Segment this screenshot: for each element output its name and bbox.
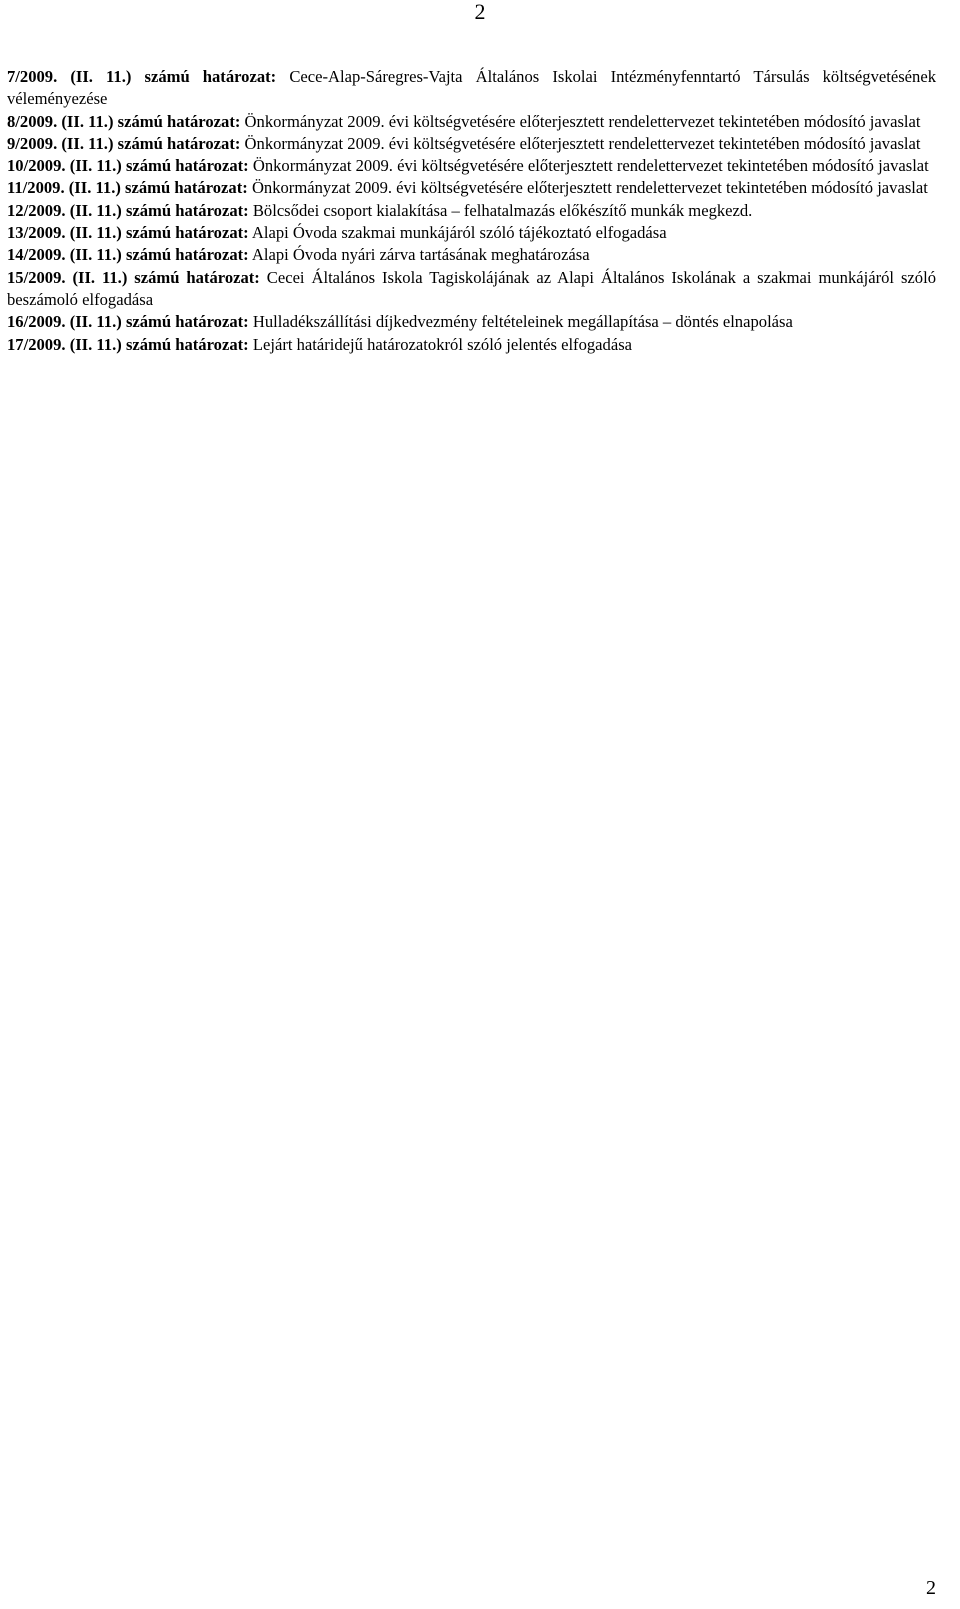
resolution-text: Bölcsődei csoport kialakítása – felhatalmazás előkészítő munkák megkezd.	[252, 200, 753, 220]
resolution-list	[7, 66, 936, 356]
resolution-label: számú határozat:	[125, 156, 249, 176]
resolution-label: számú határozat:	[117, 111, 241, 131]
resolution-text: Önkormányzat 2009. évi költségvetésére előterjesztett rendelettervezet tekintetében módosító javaslat	[251, 178, 928, 198]
resolution-text: Önkormányzat 2009. évi költségvetésére előterjesztett rendelettervezet tekintetében módosító javaslat	[252, 156, 929, 176]
resolution-label: számú határozat:	[125, 223, 249, 243]
resolution-number: 14/2009. (II. 11.)	[7, 245, 122, 265]
resolution-text: Lejárt határidejű határozatokról szóló jelentés elfogadása	[252, 334, 633, 354]
page-number-bottom: 2	[926, 1577, 936, 1599]
resolution-label: számú határozat:	[125, 245, 249, 265]
resolution-number: 11/2009. (II. 11.)	[7, 178, 121, 198]
resolution-item-10	[7, 155, 936, 177]
resolution-text: Hulladékszállítási díjkedvezmény feltételeinek megállapítása – döntés elnapolása	[252, 312, 793, 332]
resolution-label: számú határozat:	[125, 200, 249, 220]
resolution-number: 13/2009. (II. 11.)	[7, 223, 122, 243]
resolution-item-11	[7, 177, 936, 199]
resolution-number: 8/2009. (II. 11.)	[7, 111, 114, 131]
resolution-number: 17/2009. (II. 11.)	[7, 334, 122, 354]
resolution-number: 15/2009. (II. 11.)	[7, 267, 128, 287]
resolution-number: 9/2009. (II. 11.)	[7, 133, 114, 153]
resolution-item-17	[7, 334, 936, 356]
resolution-text: Cece-Alap-Sáregres-Vajta Általános Iskolai Intézményfenntartó Társulás költségvetésének véleményezése	[7, 67, 936, 109]
resolution-label: számú határozat:	[125, 178, 248, 198]
resolution-item-13	[7, 222, 936, 244]
resolution-item-12	[7, 200, 936, 222]
resolution-label: számú határozat:	[125, 334, 249, 354]
resolution-item-15	[7, 267, 936, 312]
resolution-item-8	[7, 111, 936, 133]
resolution-item-7	[7, 66, 936, 111]
resolution-number: 10/2009. (II. 11.)	[7, 156, 122, 176]
resolution-label: számú határozat:	[117, 133, 241, 153]
resolution-label: számú határozat:	[125, 312, 249, 332]
resolution-number: 16/2009. (II. 11.)	[7, 312, 122, 332]
resolution-number: 7/2009. (II. 11.)	[7, 67, 132, 86]
page-number-top: 2	[474, 0, 486, 24]
resolution-item-14	[7, 244, 936, 266]
resolution-label: számú határozat:	[144, 67, 277, 86]
resolution-text: Önkormányzat 2009. évi költségvetésére előterjesztett rendelettervezet tekintetében módosító javaslat	[244, 111, 921, 131]
resolution-text: Alapi Óvoda szakmai munkájáról szóló tájékoztató elfogadása	[251, 223, 667, 243]
resolution-label: számú határozat:	[134, 267, 260, 287]
resolution-item-9	[7, 133, 936, 155]
resolution-text: Alapi Óvoda nyári zárva tartásának meghatározása	[251, 245, 590, 265]
resolution-number: 12/2009. (II. 11.)	[7, 200, 122, 220]
resolution-text: Önkormányzat 2009. évi költségvetésére előterjesztett rendelettervezet tekintetében módosító javaslat	[244, 133, 921, 153]
resolution-text: Cecei Általános Iskola Tagiskolájának az Alapi Általános Iskolának a szakmai munkájáról szóló beszámoló elfogadása	[7, 267, 936, 309]
resolution-item-16	[7, 311, 936, 333]
